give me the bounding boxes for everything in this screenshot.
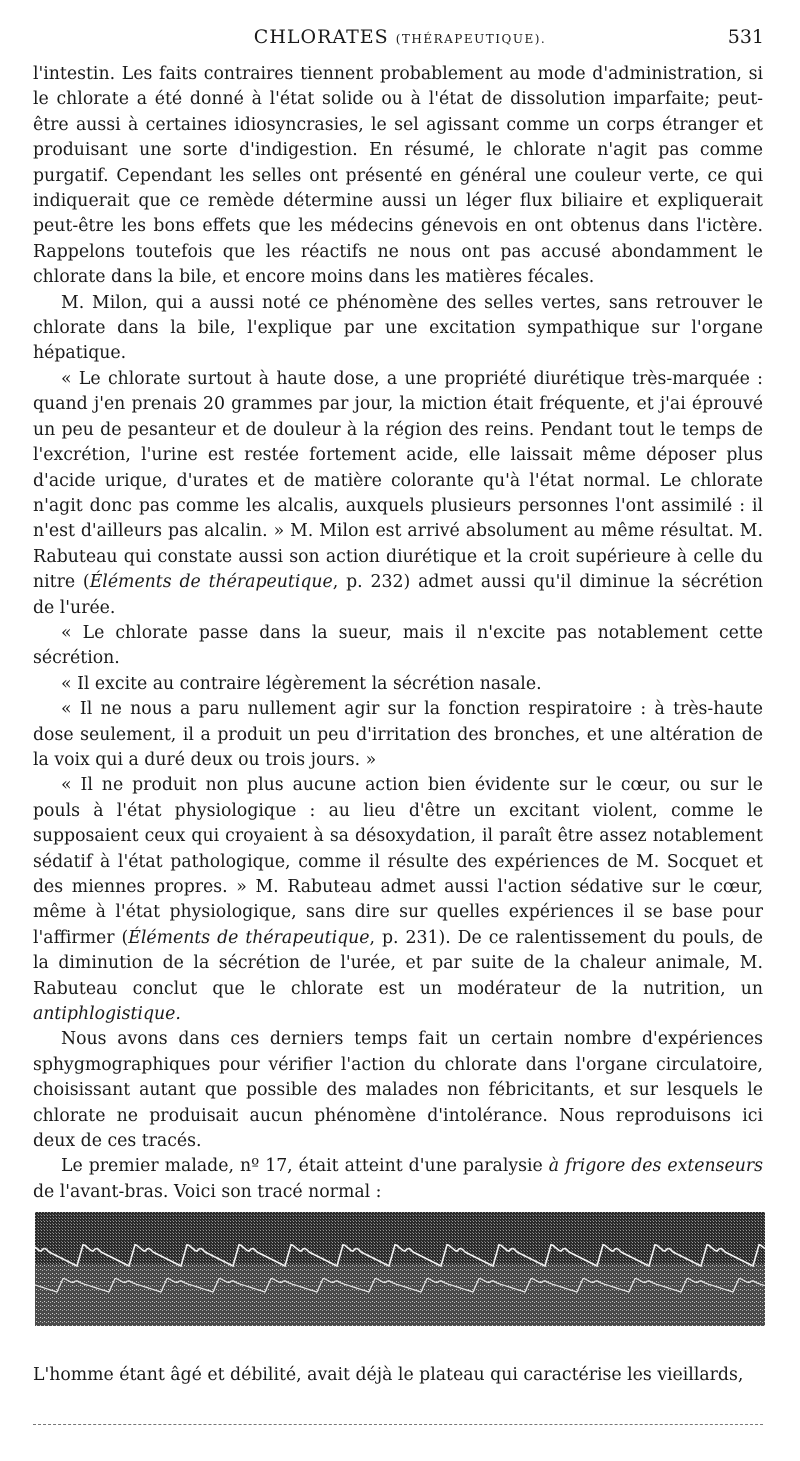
sphygmographic-trace-figure bbox=[35, 1200, 765, 1330]
paragraph-p3 bbox=[33, 367, 763, 621]
italic-text: Éléments de thérapeutique bbox=[128, 927, 370, 948]
text-segment: Nous avons dans ces derniers temps fait un certain nombre d'expériences sphygmographiques pour vérifier l'action du chlorate dans l'organe circulatoire, choisissant autant que possible des malades non fébricitants, et sur lesquels le chlorate ne produisait aucun phénomène d'intolérance. Nous reproduisons ici deux de ces tracés. bbox=[33, 1029, 763, 1152]
text-segment: Le premier malade, nº 17, était atteint d'une paralysie bbox=[61, 1156, 549, 1177]
trace-lower-band bbox=[35, 1264, 765, 1326]
text-segment: de l'avant-bras. Voici son tracé normal : bbox=[33, 1181, 382, 1202]
running-title-main: CHLORATES bbox=[253, 26, 389, 48]
text-segment: l'intestin. Les faits contraires tiennent probablement au mode d'administration, si le chlorate a été donné à l'état solide ou à l'état de dissolution imparfaite; peut-être aussi à certaines idiosyncrasies, le sel agissant comme un corps étranger et produisant une sorte d'indigestion. En résumé, le chlorate n'agit pas comme purgatif. Cependant les selles ont présenté en général une couleur verte, ce qui indiquerait que ce remède détermine aussi un léger flux biliaire et expliquerait peut-être les bons effets que les médecins génevois en ont obtenus dans l'ictère. Rappelons toutefois que les réactifs ne nous ont pas accusé abondamment le chlorate dans la bile, et encore moins dans les matières fécales. bbox=[33, 64, 763, 288]
paragraph-p8 bbox=[33, 1027, 763, 1154]
running-title-subtitle: (THÉRAPEUTIQUE). bbox=[395, 32, 547, 46]
running-header bbox=[30, 26, 770, 56]
paragraph-p7 bbox=[33, 773, 763, 1027]
trace-upper-band bbox=[35, 1212, 765, 1264]
paragraph-p6 bbox=[33, 697, 763, 773]
text-segment: « Le chlorate surtout à haute dose, a une propriété diurétique très-marquée : quand j'en prenais 20 grammes par jour, la miction était fréquente, et j'ai éprouvé un peu de pesanteur et de douleur à la région des reins. Pendant tout le temps de l'excrétion, l'urine est restée fortement acide, elle laissait même déposer plus d'acide urique, d'urates et de matière colorante qu'à l'état normal. Le chlorate n'agit donc pas comme les alcalis, auxquels plusieurs personnes l'ont assimilé : il n'est d'ailleurs pas alcalin. » M. Milon est arrivé absolument au même résultat. M. Rabuteau qui constate aussi son action diurétique et la croit supérieure à celle du nitre ( bbox=[33, 368, 763, 593]
paragraph-p1 bbox=[33, 62, 763, 291]
italic-text: antiphlogistique. bbox=[33, 1004, 181, 1025]
text-segment: « Le chlorate passe dans la sueur, mais il n'excite pas notablement cette sécrétion. bbox=[33, 622, 763, 669]
text-segment: , p. 231). De ce ralentissement du pouls, de la diminution de la sécrétion de l'urée, et par suite de la chaleur animale, M. Rabuteau conclut que le chlorate est un modérateur de la nutrition, un bbox=[33, 927, 763, 999]
figure-caption-text: L'homme étant âgé et débilité, avait déjà le plateau qui caractérise les vieillards, bbox=[33, 1365, 744, 1385]
text-segment: « Il ne produit non plus aucune action bien évidente sur le cœur, ou sur le pouls à l'état physiologique : au lieu d'être un excitant violent, comme le supposaient ceux qui croyaient à sa désoxydation, il paraît être assez notablement sédatif à l'état pathologique, comme il résulte des expériences de M. Socquet et des miennes propres. » M. Rabuteau admet aussi l'action sédative sur le cœur, même à l'état physiologique, sans dire sur quelles expériences il se base pour l'affirmer ( bbox=[33, 775, 763, 948]
paragraph-p2 bbox=[33, 291, 763, 367]
text-segment: « Il ne nous a paru nullement agir sur la fonction respiratoire : à très-haute dose seulement, il a produit un peu d'irritation des bronches, et une altération de la voix qui a duré deux ou trois jours. » bbox=[33, 699, 763, 770]
running-title bbox=[30, 26, 770, 48]
body-text bbox=[33, 62, 763, 1205]
italic-text: Éléments de thérapeutique bbox=[89, 572, 333, 593]
text-segment: « Il excite au contraire légèrement la sécrétion nasale. bbox=[61, 673, 542, 694]
text-segment: M. Milon, qui a aussi noté ce phénomène des selles vertes, sans retrouver le chlorate dans la bile, l'explique par une excitation sympathique sur l'organe hépatique. bbox=[33, 292, 763, 364]
italic-text: à frigore des extenseurs bbox=[548, 1156, 763, 1177]
text-segment: , p. 232) admet aussi qu'il diminue la sécrétion de l'urée. bbox=[33, 572, 763, 618]
paragraph-p4 bbox=[33, 621, 763, 672]
page-number: 531 bbox=[727, 26, 764, 48]
paragraph-p9 bbox=[33, 1154, 763, 1205]
paragraph-p5 bbox=[33, 672, 763, 697]
bottom-rule bbox=[33, 1424, 763, 1425]
